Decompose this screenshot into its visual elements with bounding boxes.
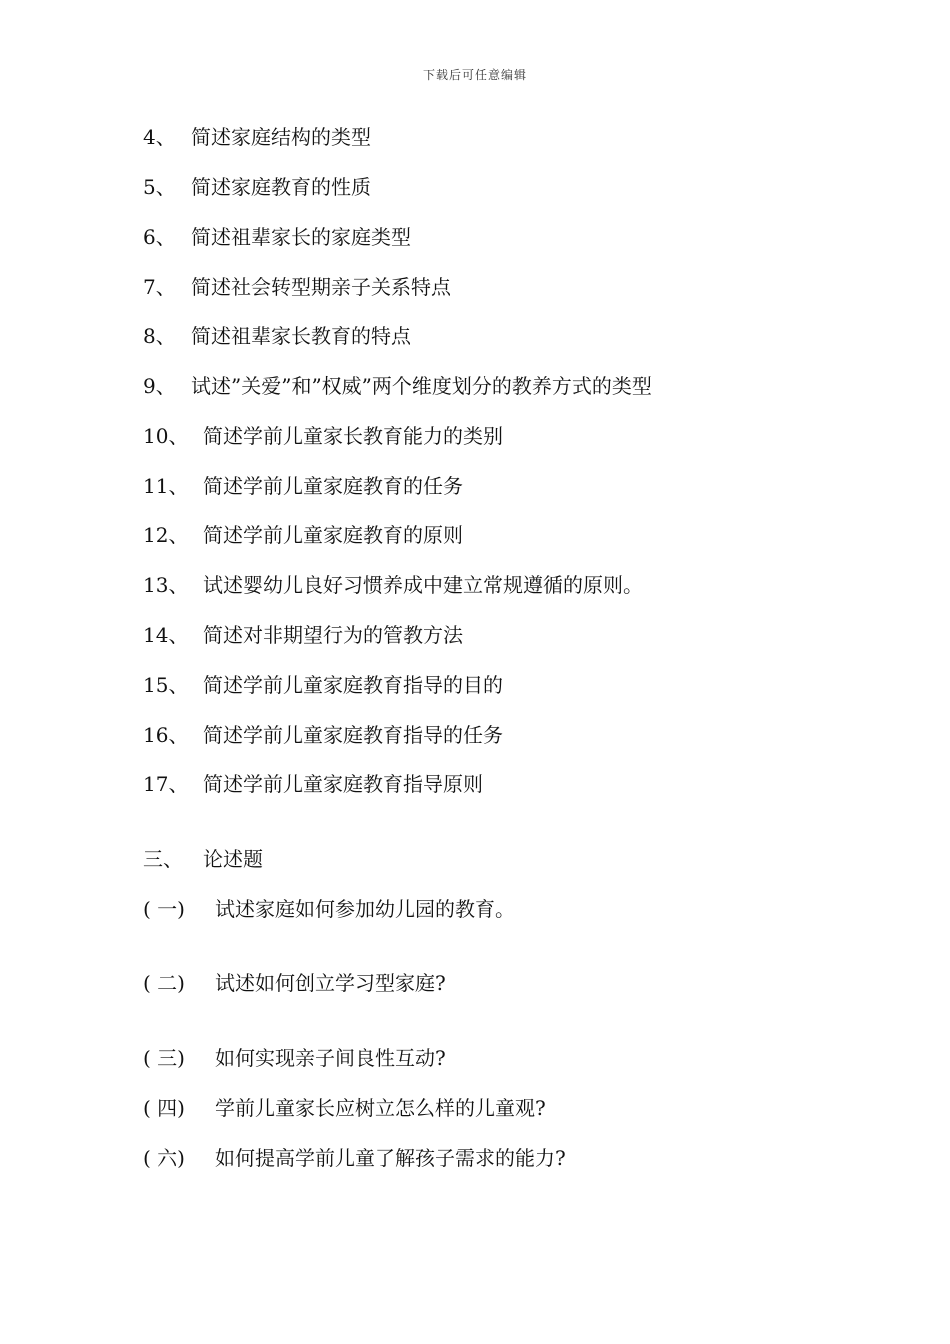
item-text: 简述祖辈家长的家庭类型 [191,225,411,249]
item-text: 简述社会转型期亲子关系特点 [191,275,451,299]
list-item [143,970,446,996]
section-number: 三、 [143,847,183,871]
item-number: ( 四) [143,1096,185,1120]
item-number: ( 一) [143,897,185,921]
section-title: 论述题 [203,847,263,871]
item-text: 简述祖辈家长教育的特点 [191,324,411,348]
list-item [143,722,503,748]
list-item [143,274,451,300]
item-number: 8、 [143,324,176,348]
page-header: 下载后可任意编辑 [422,68,527,82]
list-item [143,174,371,200]
list-item [143,896,515,922]
list-item [143,572,643,598]
list-item [143,423,503,449]
item-number: 9、 [143,374,176,398]
item-number: ( 二) [143,971,185,995]
list-item [143,373,652,399]
list-item [143,323,411,349]
item-number: 16、 [143,723,189,747]
list-item [143,1095,546,1121]
item-text: 简述家庭结构的类型 [191,125,371,149]
item-number: 12、 [143,523,189,547]
item-text: 试述家庭如何参加幼儿园的教育。 [215,897,515,921]
list-item [143,1045,446,1071]
item-text: 试述”关爱”和”权威”两个维度划分的教养方式的类型 [191,374,652,398]
item-text: 简述学前儿童家长教育能力的类别 [203,424,503,448]
item-text: 简述学前儿童家庭教育的原则 [203,523,463,547]
list-item [143,473,463,499]
item-number: 15、 [143,673,189,697]
item-text: 简述学前儿童家庭教育指导的任务 [203,723,503,747]
item-text: 如何提高学前儿童了解孩子需求的能力? [215,1146,566,1170]
item-number: 11、 [143,474,189,498]
item-text: 试述如何创立学习型家庭? [215,971,446,995]
item-text: 如何实现亲子间良性互动? [215,1046,446,1070]
item-number: 13、 [143,573,189,597]
item-text: 简述学前儿童家庭教育的任务 [203,474,463,498]
list-item [143,522,463,548]
item-text: 学前儿童家长应树立怎么样的儿童观? [215,1096,546,1120]
item-text: 简述学前儿童家庭教育指导的目的 [203,673,503,697]
item-number: ( 六) [143,1146,185,1170]
item-number: 5、 [143,175,176,199]
list-item [143,1145,566,1171]
item-number: 6、 [143,225,176,249]
item-text: 简述对非期望行为的管教方法 [203,623,463,647]
list-item [143,622,463,648]
item-number: 4、 [143,125,176,149]
item-number: 17、 [143,772,189,796]
section-heading [143,846,263,872]
list-item [143,771,483,797]
item-text: 简述学前儿童家庭教育指导原则 [203,772,483,796]
list-item [143,124,371,150]
item-number: 14、 [143,623,189,647]
item-text: 试述婴幼儿良好习惯养成中建立常规遵循的原则。 [203,573,643,597]
item-text: 简述家庭教育的性质 [191,175,371,199]
list-item [143,224,411,250]
item-number: ( 三) [143,1046,185,1070]
item-number: 7、 [143,275,176,299]
item-number: 10、 [143,424,189,448]
list-item [143,672,503,698]
